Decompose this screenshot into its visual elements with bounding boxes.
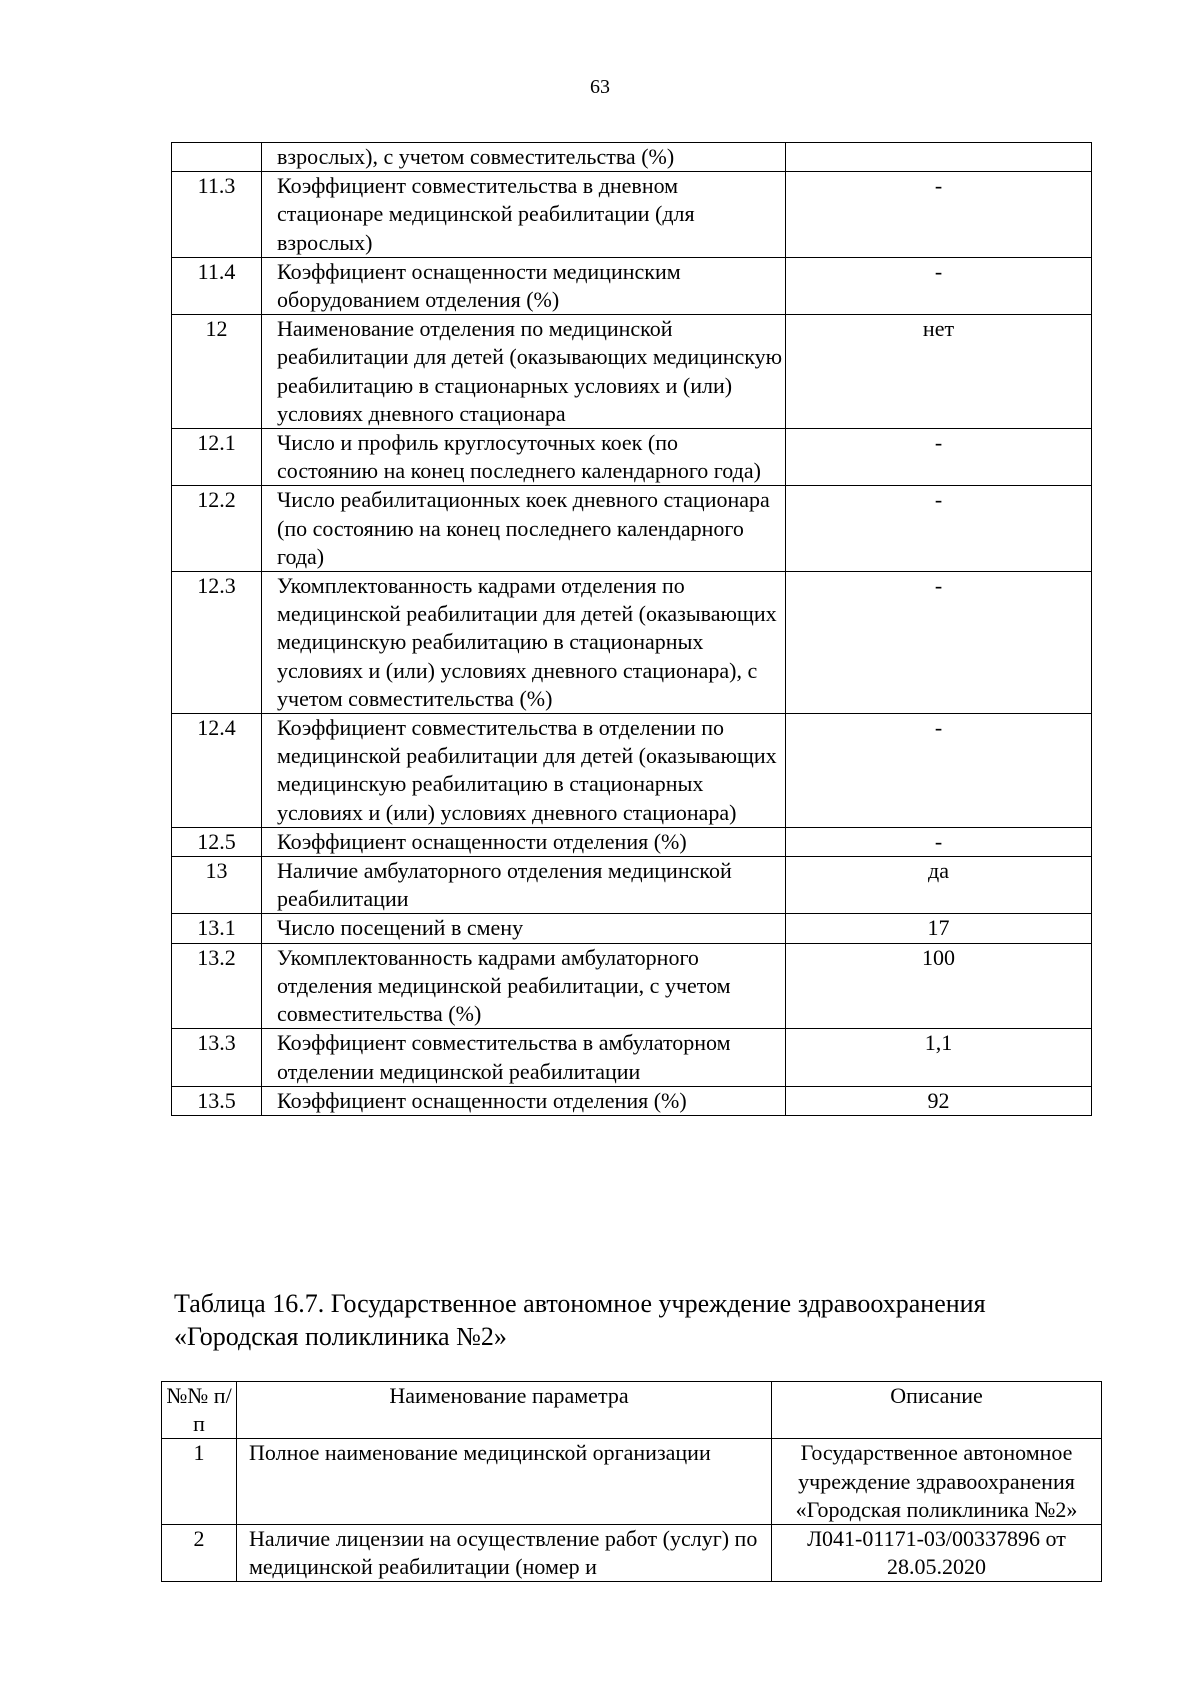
table-row: [172, 1029, 1092, 1086]
row-number-cell: 12.4: [172, 714, 262, 828]
row-number-cell: 12.1: [172, 429, 262, 486]
column-header-number: №№ п/п: [162, 1382, 237, 1439]
row-number-cell: 12.2: [172, 486, 262, 572]
value-cell: -: [786, 714, 1092, 828]
parameter-cell: Наличие лицензии на осуществление работ (услуг) по медицинской реабилитации (номер и: [237, 1525, 772, 1582]
table-row: [172, 172, 1092, 258]
value-cell: 17: [786, 914, 1092, 943]
value-cell: -: [786, 827, 1092, 856]
row-number-cell: 13: [172, 857, 262, 914]
parameter-cell: Полное наименование медицинской организации: [237, 1439, 772, 1525]
parameter-cell: Наименование отделения по медицинской реабилитации для детей (оказывающих медицинскую реабилитацию в стационарных условиях и (или) условиях дневного стационара: [262, 315, 786, 429]
row-number-cell: [172, 143, 262, 172]
value-cell: -: [786, 486, 1092, 572]
row-number-cell: 12.5: [172, 827, 262, 856]
row-number-cell: 11.4: [172, 257, 262, 314]
table-caption: Таблица 16.7. Государственное автономное учреждение здравоохранения «Городская поликлиника №2»: [174, 1289, 986, 1351]
parameter-cell: Коэффициент оснащенности медицинским оборудованием отделения (%): [262, 257, 786, 314]
value-cell: -: [786, 172, 1092, 258]
table-row: [172, 315, 1092, 429]
value-cell: да: [786, 857, 1092, 914]
column-header-parameter: Наименование параметра: [237, 1382, 772, 1439]
column-header-description: Описание: [772, 1382, 1102, 1439]
parameter-cell: Наличие амбулаторного отделения медицинской реабилитации: [262, 857, 786, 914]
table-row: [162, 1439, 1102, 1525]
value-cell: 92: [786, 1086, 1092, 1115]
parameter-cell: Укомплектованность кадрами отделения по медицинской реабилитации для детей (оказывающих медицинскую реабилитацию в стационарных условиях и (или) условиях дневного стационара), с учетом совместительства (%): [262, 572, 786, 714]
value-cell: 1,1: [786, 1029, 1092, 1086]
table-row: [172, 143, 1092, 172]
row-number-cell: 13.5: [172, 1086, 262, 1115]
table-row: [172, 1086, 1092, 1115]
parameter-cell: Укомплектованность кадрами амбулаторного отделения медицинской реабилитации, с учетом совместительства (%): [262, 943, 786, 1029]
value-cell: -: [786, 572, 1092, 714]
table-row: [172, 486, 1092, 572]
parameter-cell: Коэффициент совместительства в амбулаторном отделении медицинской реабилитации: [262, 1029, 786, 1086]
table-row: [172, 572, 1092, 714]
row-number-cell: 13.2: [172, 943, 262, 1029]
row-number-cell: 13.1: [172, 914, 262, 943]
parameter-cell: Число посещений в смену: [262, 914, 786, 943]
parameter-cell: Число и профиль круглосуточных коек (по состоянию на конец последнего календарного года): [262, 429, 786, 486]
parameters-table-continued: [171, 142, 1092, 1116]
parameter-cell: Коэффициент оснащенности отделения (%): [262, 1086, 786, 1115]
row-number-cell: 1: [162, 1439, 237, 1525]
table-row: [162, 1525, 1102, 1582]
row-number-cell: 11.3: [172, 172, 262, 258]
value-cell: [786, 143, 1092, 172]
table-row: [172, 257, 1092, 314]
parameters-table: [161, 1381, 1102, 1582]
parameter-cell: Коэффициент оснащенности отделения (%): [262, 827, 786, 856]
value-cell: Л041-01171-03/00337896 от 28.05.2020: [772, 1525, 1102, 1582]
value-cell: нет: [786, 315, 1092, 429]
parameter-cell: взрослых), с учетом совместительства (%): [262, 143, 786, 172]
page-number: 63: [590, 76, 610, 98]
value-cell: 100: [786, 943, 1092, 1029]
parameter-cell: Число реабилитационных коек дневного стационара (по состоянию на конец последнего календарного года): [262, 486, 786, 572]
table-row: [172, 857, 1092, 914]
table-row: [172, 429, 1092, 486]
value-cell: Государственное автономное учреждение здравоохранения «Городская поликлиника №2»: [772, 1439, 1102, 1525]
row-number-cell: 12: [172, 315, 262, 429]
parameter-cell: Коэффициент совместительства в отделении по медицинской реабилитации для детей (оказывающих медицинскую реабилитацию в стационарных условиях и (или) условиях дневного стационара): [262, 714, 786, 828]
value-cell: -: [786, 257, 1092, 314]
row-number-cell: 2: [162, 1525, 237, 1582]
row-number-cell: 12.3: [172, 572, 262, 714]
table-row: [172, 827, 1092, 856]
table-row: [172, 714, 1092, 828]
table-row: [172, 914, 1092, 943]
parameter-cell: Коэффициент совместительства в дневном стационаре медицинской реабилитации (для взрослых): [262, 172, 786, 258]
value-cell: -: [786, 429, 1092, 486]
row-number-cell: 13.3: [172, 1029, 262, 1086]
table-row: [172, 943, 1092, 1029]
table-header-row: [162, 1382, 1102, 1439]
